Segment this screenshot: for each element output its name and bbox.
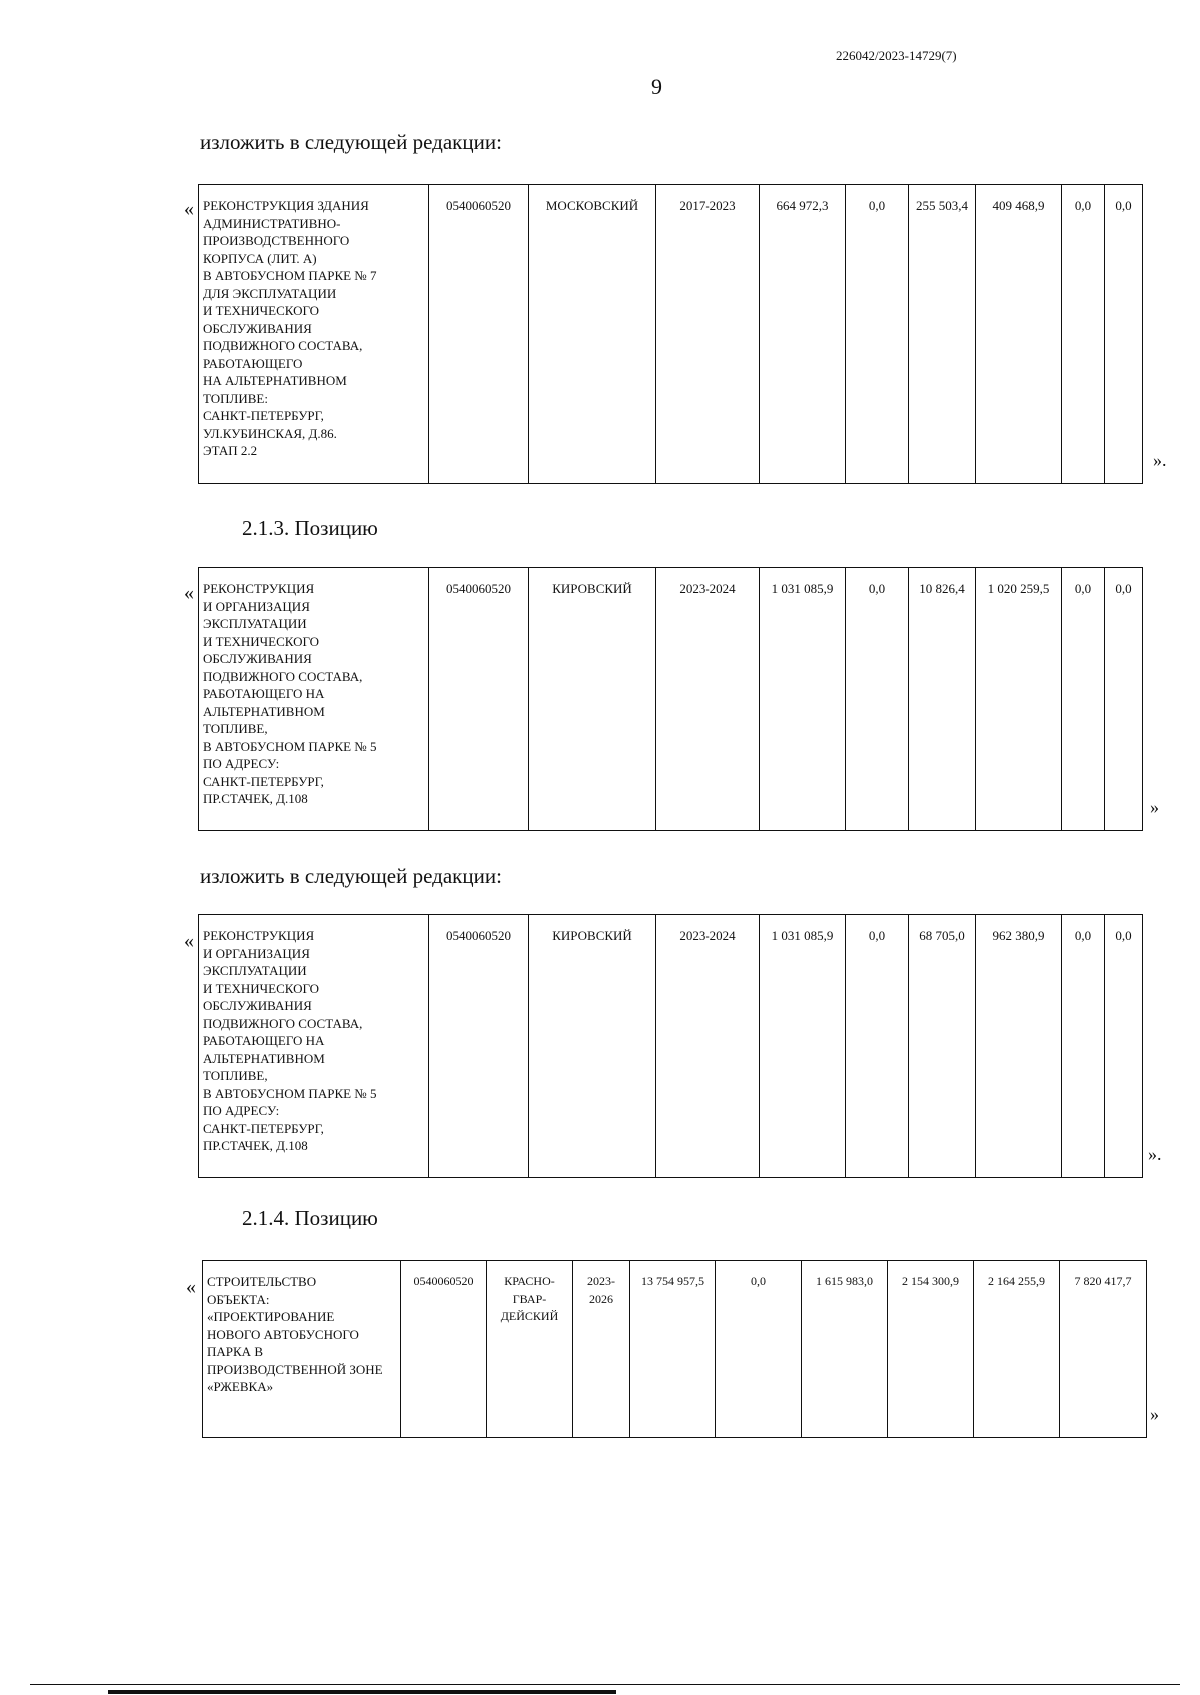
position-table-1 — [198, 184, 1143, 484]
object-name-line: НОВОГО АВТОБУСНОГО — [207, 1326, 359, 1342]
object-name-line: КОРПУСА (ЛИТ. А) — [203, 250, 317, 266]
page-number: 9 — [651, 74, 662, 99]
value-cell: 1 031 085,9 — [760, 915, 846, 1178]
footer-rule — [30, 1684, 1180, 1685]
object-name-line: ТОПЛИВЕ, — [203, 1068, 268, 1083]
value-cell: 0,0 — [1062, 915, 1105, 1178]
code-cell: 0540060520 — [429, 185, 529, 484]
object-name-line: ОБСЛУЖИВАНИЯ — [203, 320, 312, 336]
object-name-line: В АВТОБУСНОМ ПАРКЕ № 7 — [203, 268, 377, 283]
object-name-line: В АВТОБУСНОМ ПАРКЕ № 5 — [203, 738, 377, 754]
value-cell: 10 826,4 — [909, 568, 976, 831]
open-quote-2: « — [184, 582, 194, 604]
object-name-line: ЭКСПЛУАТАЦИИ — [203, 616, 307, 631]
object-name-line: И ОРГАНИЗАЦИЯ — [203, 598, 310, 614]
district-cell: КИРОВСКИЙ — [529, 568, 656, 831]
value-cell: 0,0 — [1062, 568, 1105, 831]
object-name-line: АЛЬТЕРНАТИВНОМ — [203, 1050, 325, 1066]
object-name-line: В АВТОБУСНОМ ПАРКЕ № 5 — [203, 1085, 377, 1101]
object-name-line: ТОПЛИВЕ, — [203, 721, 268, 736]
district-line: КРАСНО- — [504, 1274, 555, 1288]
object-name-line: ПО АДРЕСУ: — [203, 756, 280, 771]
object-name-line: ПРОИЗВОДСТВЕННОЙ ЗОНЕ — [207, 1361, 383, 1377]
value-cell: 409 468,9 — [976, 185, 1062, 484]
object-name-line: ДЛЯ ЭКСПЛУАТАЦИИ — [203, 285, 337, 301]
value-cell: 2 164 255,9 — [974, 1261, 1060, 1438]
paragraph-instruction-1: изложить в следующей редакции: — [200, 130, 502, 154]
object-name-line: САНКТ-ПЕТЕРБУРГ, — [203, 773, 324, 789]
object-name-line: И ТЕХНИЧЕСКОГО — [203, 633, 320, 649]
object-name-cell — [199, 185, 429, 484]
paragraph-position-2-1-3: 2.1.3. Позицию — [242, 516, 378, 540]
object-name-line: И ТЕХНИЧЕСКОГО — [203, 980, 320, 996]
table-row — [199, 915, 1143, 1178]
district-line: ДЕЙСКИЙ — [500, 1309, 559, 1323]
position-table-3 — [198, 914, 1143, 1178]
period-line: 2023- — [587, 1274, 615, 1288]
object-name-line: ЭКСПЛУАТАЦИИ — [203, 963, 307, 978]
value-cell: 13 754 957,5 — [630, 1261, 716, 1438]
value-cell: 1 020 259,5 — [976, 568, 1062, 831]
value-cell: 0,0 — [846, 915, 909, 1178]
value-cell: 0,0 — [846, 185, 909, 484]
object-name-line: СТРОИТЕЛЬСТВО — [207, 1274, 317, 1289]
footer-bar — [108, 1690, 616, 1694]
object-name-line: ОБЪЕКТА: — [207, 1291, 270, 1307]
period-cell: 2023-2024 — [656, 915, 760, 1178]
value-cell: 1 031 085,9 — [760, 568, 846, 831]
value-cell: 1 615 983,0 — [802, 1261, 888, 1438]
object-name-line: «РЖЕВКА» — [207, 1379, 274, 1394]
object-name-line: РАБОТАЮЩЕГО НА — [203, 686, 325, 701]
object-name-line: ТОПЛИВЕ: — [203, 390, 268, 406]
value-cell: 2 154 300,9 — [888, 1261, 974, 1438]
object-name-line: ПО АДРЕСУ: — [203, 1103, 280, 1118]
district-cell — [487, 1261, 573, 1438]
object-name-line: И ТЕХНИЧЕСКОГО — [203, 303, 320, 318]
object-name-line: АЛЬТЕРНАТИВНОМ — [203, 703, 325, 719]
object-name-line: ПРОИЗВОДСТВЕННОГО — [203, 233, 350, 248]
value-cell: 0,0 — [846, 568, 909, 831]
object-name-line: ЭТАП 2.2 — [203, 443, 258, 458]
object-name-line: САНКТ-ПЕТЕРБУРГ, — [203, 1120, 324, 1136]
value-cell: 0,0 — [716, 1261, 802, 1438]
object-name-line: УЛ.КУБИНСКАЯ, Д.86. — [203, 425, 337, 441]
paragraph-instruction-3: изложить в следующей редакции: — [200, 864, 502, 888]
district-cell: МОСКОВСКИЙ — [529, 185, 656, 484]
value-cell: 962 380,9 — [976, 915, 1062, 1178]
position-table-4 — [202, 1260, 1147, 1438]
object-name-cell — [199, 915, 429, 1178]
object-name-line: ПОДВИЖНОГО СОСТАВА, — [203, 668, 363, 684]
close-quote-1: ». — [1153, 450, 1167, 470]
object-name-line: САНКТ-ПЕТЕРБУРГ, — [203, 408, 324, 423]
object-name-line: ПР.СТАЧЕК, Д.108 — [203, 1138, 308, 1153]
value-cell: 0,0 — [1062, 185, 1105, 484]
period-cell: 2023-2024 — [656, 568, 760, 831]
district-cell: КИРОВСКИЙ — [529, 915, 656, 1178]
object-name-line: НА АЛЬТЕРНАТИВНОМ — [203, 373, 347, 388]
object-name-line: ПОДВИЖНОГО СОСТАВА, — [203, 338, 363, 353]
code-cell: 0540060520 — [429, 915, 529, 1178]
table-row — [203, 1261, 1147, 1438]
object-name-line: ПОДВИЖНОГО СОСТАВА, — [203, 1015, 363, 1031]
value-cell: 0,0 — [1105, 915, 1143, 1178]
value-cell: 664 972,3 — [760, 185, 846, 484]
period-cell — [573, 1261, 630, 1438]
period-line: 2026 — [589, 1291, 613, 1306]
period-cell: 2017-2023 — [656, 185, 760, 484]
object-name-line: «ПРОЕКТИРОВАНИЕ — [207, 1309, 335, 1324]
table-row — [199, 568, 1143, 831]
close-quote-4: » — [1150, 1404, 1159, 1424]
value-cell: 0,0 — [1105, 185, 1143, 484]
value-cell: 7 820 417,7 — [1060, 1261, 1147, 1438]
value-cell: 0,0 — [1105, 568, 1143, 831]
district-line: ГВАР- — [512, 1291, 547, 1306]
value-cell: 255 503,4 — [909, 185, 976, 484]
code-cell: 0540060520 — [401, 1261, 487, 1438]
open-quote-1: « — [184, 198, 194, 220]
object-name-line: ПАРКА В — [207, 1344, 263, 1359]
object-name-line: ПР.СТАЧЕК, Д.108 — [203, 791, 308, 806]
table-row — [199, 185, 1143, 484]
object-name-cell — [199, 568, 429, 831]
object-name-line: РЕКОНСТРУКЦИЯ — [203, 928, 315, 943]
close-quote-2: » — [1150, 797, 1159, 817]
object-name-line: РАБОТАЮЩЕГО НА — [203, 1033, 325, 1048]
object-name-line: ОБСЛУЖИВАНИЯ — [203, 651, 312, 666]
open-quote-4: « — [186, 1276, 196, 1298]
object-name-line: ОБСЛУЖИВАНИЯ — [203, 998, 312, 1013]
paragraph-position-2-1-4: 2.1.4. Позицию — [242, 1206, 378, 1230]
code-cell: 0540060520 — [429, 568, 529, 831]
object-name-line: И ОРГАНИЗАЦИЯ — [203, 945, 310, 961]
object-name-line: АДМИНИСТРАТИВНО- — [203, 215, 341, 231]
position-table-2 — [198, 567, 1143, 831]
document-id: 226042/2023-14729(7) — [836, 48, 957, 63]
value-cell: 68 705,0 — [909, 915, 976, 1178]
object-name-line: РЕКОНСТРУКЦИЯ ЗДАНИЯ — [203, 198, 369, 213]
open-quote-3: « — [184, 930, 194, 952]
object-name-line: РЕКОНСТРУКЦИЯ — [203, 581, 315, 596]
object-name-cell — [203, 1261, 401, 1438]
object-name-line: РАБОТАЮЩЕГО — [203, 355, 303, 371]
close-quote-3: ». — [1148, 1144, 1162, 1164]
